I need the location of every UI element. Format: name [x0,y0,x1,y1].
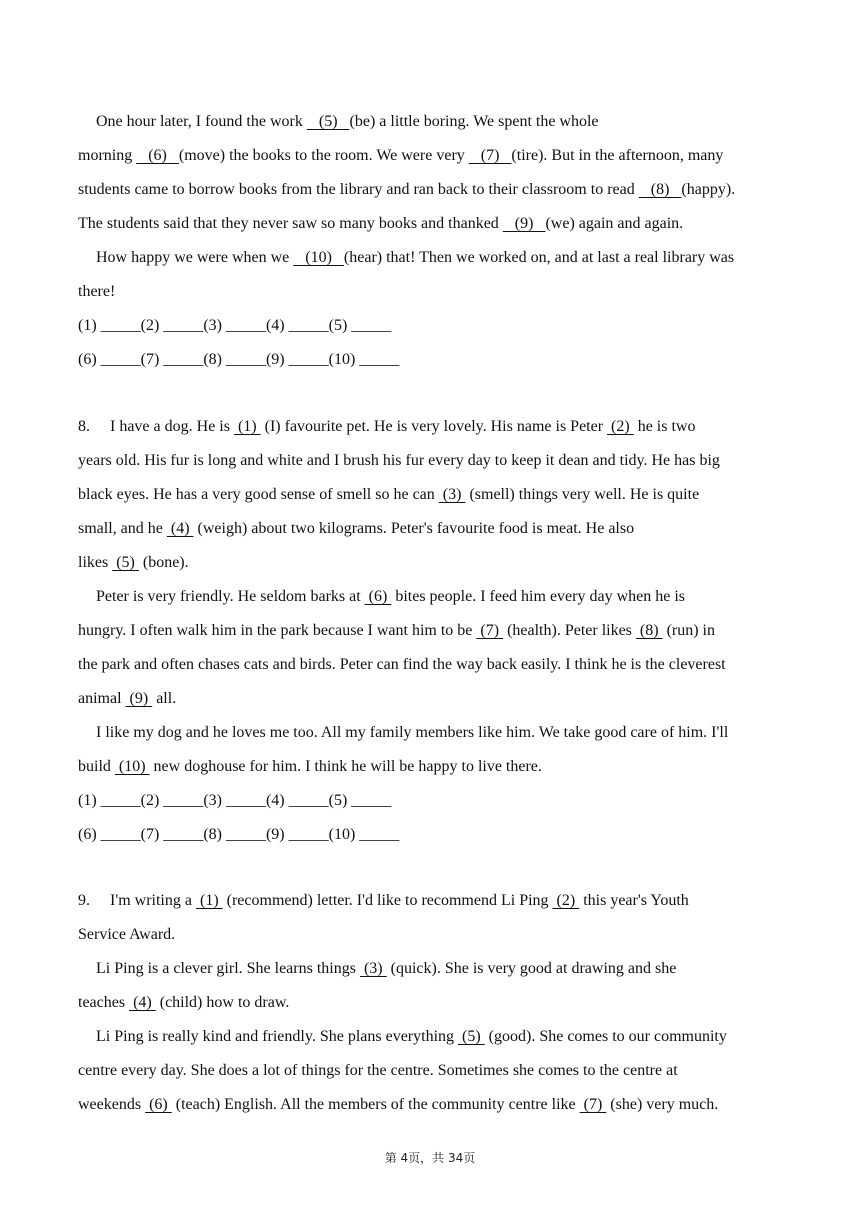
text-segment: (smell) things very well. He is quite [465,486,700,503]
text-segment: One hour later, I found the work [96,113,307,130]
text-line-q8-l7 [78,621,715,641]
text-segment: (teach) English. All the members of the community centre like [171,1096,580,1113]
text-segment: How happy we were when we [96,249,294,266]
text-line-p7-l6 [78,282,115,302]
text-line-q9-l5 [96,1027,727,1047]
text-segment: 8. I have a dog. He is [78,418,234,435]
answer-blank: (1) [233,418,261,435]
answer-blank: (2) [552,892,580,909]
text-segment: all. [152,690,177,707]
answer-blank: (7) [476,622,504,639]
text-segment: I like my dog and he loves me too. All my family members like him. We take good care of him. I'll [96,724,729,741]
text-line-q8-l8 [78,655,726,675]
answer-blank: (4) [129,994,156,1011]
text-line-q9-l6 [78,1061,678,1081]
text-segment: (I) favourite pet. He is very lovely. His name is Peter [260,418,608,435]
text-segment: years old. His fur is long and white and I brush his fur every day to keep it dean and tidy. He has big [78,452,720,469]
text-segment: bites people. I feed him every day when he is [391,588,686,605]
text-segment: (happy). [681,181,736,198]
text-segment: likes [78,554,113,571]
text-line-p7-a2 [78,350,399,370]
text-segment: Li Ping is a clever girl. She learns things [96,960,360,977]
text-segment: new doghouse for him. I think he will be happy to live there. [149,758,542,775]
text-segment: animal [78,690,126,707]
text-segment: (run) in [662,622,715,639]
text-segment: he is two [633,418,696,435]
text-segment: hungry. I often walk him in the park because I want him to be [78,622,477,639]
text-segment: (child) how to draw. [155,994,290,1011]
text-segment: (be) a little boring. We spent the whole [349,113,599,130]
text-line-p7-a1 [78,316,391,336]
text-line-p7-l3 [78,180,735,200]
text-line-q8-l11 [78,757,542,777]
text-line-q8-a1 [78,791,391,811]
text-line-p7-l4 [78,214,683,234]
answer-blank: (10) [293,249,344,266]
text-segment: (quick). She is very good at drawing and she [386,960,677,977]
text-segment: students came to borrow books from the library and ran back to their classroom to read [78,181,639,198]
text-segment: (she) very much. [606,1096,719,1113]
answer-blank: (7) [579,1096,607,1113]
text-line-q8-l9 [78,689,176,709]
text-segment: Service Award. [78,926,176,943]
text-segment: (bone). [138,554,189,571]
text-line-q8-l4 [78,519,634,539]
text-line-q8-l10 [96,723,728,743]
text-segment: (tire). But in the afternoon, many [511,147,724,164]
text-line-q9-l3 [96,959,676,979]
text-segment: small, and he [78,520,167,537]
text-line-q8-a2 [78,825,399,845]
answer-blank: (6) [364,588,392,605]
text-line-q9-l2 [78,925,175,945]
answer-blank: (5) [112,554,139,571]
text-segment: (move) the books to the room. We were very [178,147,469,164]
answer-blank: (10) [114,758,150,775]
text-segment: (good). She comes to our community [484,1028,727,1045]
text-segment: teaches [78,994,130,1011]
text-line-q8-l5 [78,553,189,573]
text-line-q8-l6 [96,587,685,607]
text-segment: Peter is very friendly. He seldom barks at [96,588,365,605]
text-line-p7-l1 [96,112,599,132]
answer-blank: (4) [166,520,194,537]
answer-blank: (5) [458,1028,485,1045]
text-segment: this year's Youth [579,892,689,909]
text-segment: (weigh) about two kilograms. Peter's favourite food is meat. He also [193,520,635,537]
text-line-q8-l3 [78,485,699,505]
text-line-q9-l1 [78,891,689,911]
answer-blank: (5) [306,113,350,130]
answer-blank: (1) [195,892,223,909]
answer-blank: (9) [502,215,546,232]
text-line-p7-l2 [78,146,723,166]
text-line-q9-l4 [78,993,289,1013]
answer-blank: (6) [136,147,179,164]
text-segment: (health). Peter likes [503,622,636,639]
text-segment: build [78,758,115,775]
page-footer: 第 4页，共 34页 [384,1151,476,1165]
answer-blank: (7) [468,147,512,164]
text-segment: (6) _____(7) _____(8) _____(9) _____(10) _____ [78,351,400,368]
text-segment: centre every day. She does a lot of things for the centre. Sometimes she comes to the centre at [78,1062,678,1079]
answer-blank: (2) [607,418,634,435]
text-segment: (hear) that! Then we worked on, and at last a real library was [343,249,735,266]
text-segment: there! [78,283,116,300]
text-segment: The students said that they never saw so many books and thanked [78,215,503,232]
text-segment: weekends [78,1096,146,1113]
text-segment: Li Ping is really kind and friendly. She plans everything [96,1028,459,1045]
text-segment: (1) _____(2) _____(3) _____(4) _____(5) _____ [78,792,392,809]
answer-blank: (8) [635,622,663,639]
answer-blank: (8) [638,181,682,198]
text-line-q8-l1 [78,417,695,437]
answer-blank: (6) [145,1096,172,1113]
text-segment: the park and often chases cats and birds. Peter can find the way back easily. I think he is the cleverest [78,656,726,673]
text-line-q9-l7 [78,1095,718,1115]
text-segment: black eyes. He has a very good sense of smell so he can [78,486,439,503]
text-segment: 9. I'm writing a [78,892,196,909]
text-segment: morning [78,147,137,164]
text-line-q8-l2 [78,451,720,471]
text-segment: (6) _____(7) _____(8) _____(9) _____(10) _____ [78,826,400,843]
answer-blank: (3) [359,960,387,977]
text-segment: (we) again and again. [545,215,684,232]
text-segment: (recommend) letter. I'd like to recommend Li Ping [222,892,553,909]
answer-blank: (3) [438,486,466,503]
text-line-p7-l5 [96,248,734,268]
answer-blank: (9) [125,690,153,707]
text-segment: (1) _____(2) _____(3) _____(4) _____(5) _____ [78,317,392,334]
